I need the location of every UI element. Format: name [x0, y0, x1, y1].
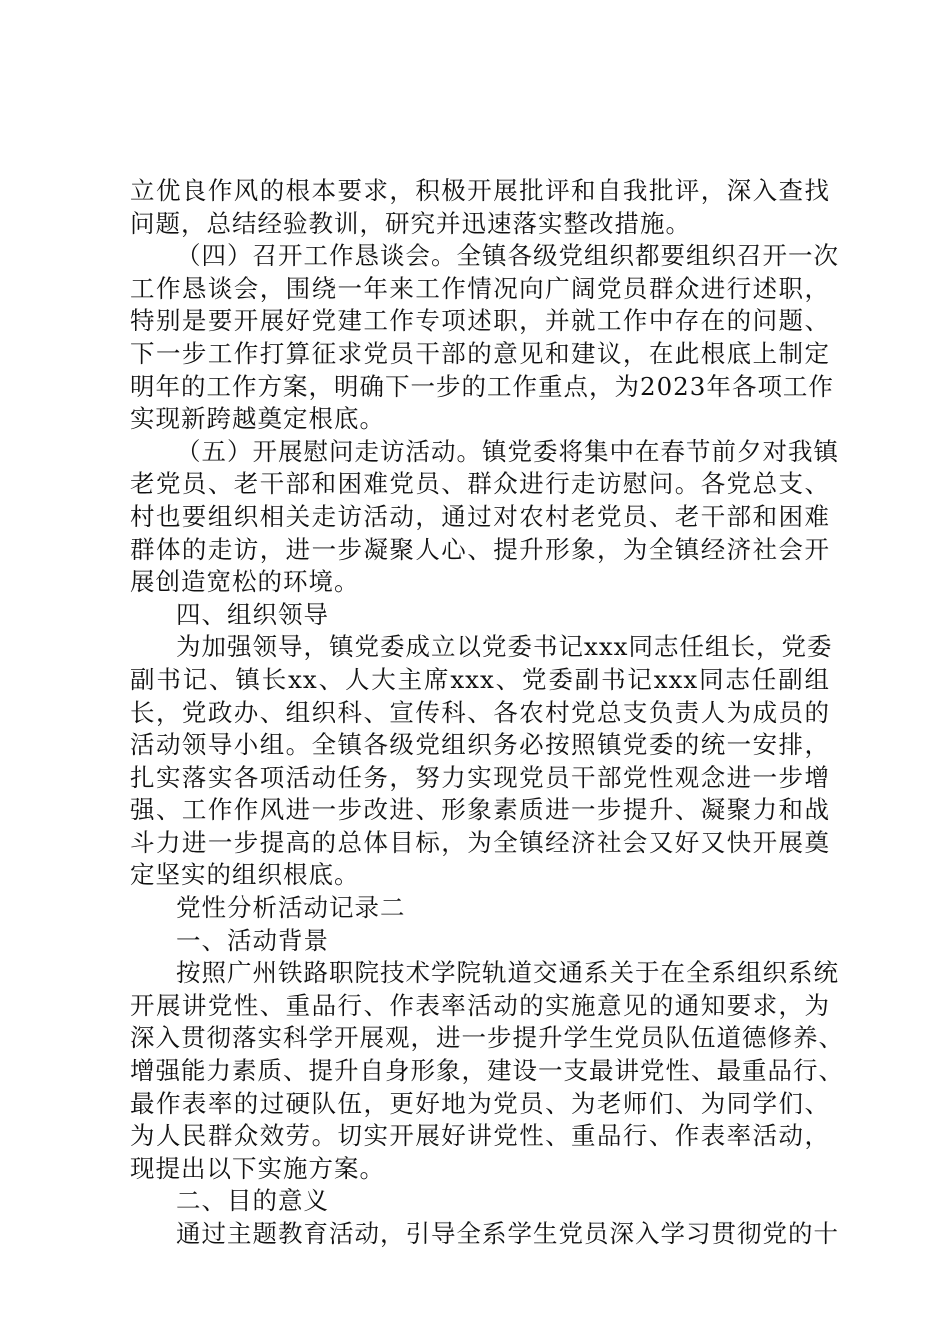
text-line: 现提出以下实施方案。 — [130, 1153, 385, 1183]
text-line: 村也要组织相关走访活动，通过对农村老党员、老干部和困难 — [130, 501, 830, 531]
text-line: 扎实落实各项活动任务，努力实现党员干部党性观念进一步增 — [130, 762, 830, 792]
text-line: 为加强领导，镇党委成立以党委书记xxx同志任组长，党委 — [176, 632, 833, 662]
text-line: 为人民群众效劳。切实开展好讲党性、重品行、作表率活动， — [130, 1121, 830, 1151]
text-line: 定坚实的组织根底。 — [130, 860, 360, 890]
text-line: 斗力进一步提高的总体目标，为全镇经济社会又好又快开展奠 — [130, 827, 830, 857]
text-line: 最作表率的过硬队伍，更好地为党员、为老师们、为同学们、 — [130, 1088, 830, 1118]
text-line: 四、组织领导 — [176, 599, 329, 629]
text-line: 立优良作风的根本要求，积极开展批评和自我批评，深入查找 — [130, 176, 830, 205]
text-line: 二、目的意义 — [176, 1186, 329, 1216]
document-body — [130, 175, 844, 1251]
text-line: 特别是要开展好党建工作专项述职，并就工作中存在的问题、 — [130, 306, 830, 336]
text-line: 深入贯彻落实科学开展观，进一步提升学生党员队伍道德修养、 — [130, 1023, 844, 1053]
text-line: 副书记、镇长xx、人大主席xxx、党委副书记xxx同志任副组 — [130, 664, 830, 694]
text-line: 老党员、老干部和困难党员、群众进行走访慰问。各党总支、 — [130, 469, 830, 499]
text-line: 展创造宽松的环境。 — [130, 567, 360, 597]
text-line: 增强能力素质、提升自身形象，建设一支最讲党性、最重品行、 — [130, 1056, 844, 1086]
text-line: 长，党政办、组织科、宣传科、各农村党总支负责人为成员的 — [130, 697, 830, 727]
text-line: 工作恳谈会，围绕一年来工作情况向广阔党员群众进行述职， — [130, 273, 830, 303]
text-line: 活动领导小组。全镇各级党组织务必按照镇党委的统一安排， — [130, 730, 830, 760]
text-line: 强、工作作风进一步改进、形象素质进一步提升、凝聚力和战 — [130, 795, 830, 825]
text-line: 明年的工作方案，明确下一步的工作重点，为2023年各项工作 — [130, 371, 834, 401]
text-line: （四）召开工作恳谈会。全镇各级党组织都要组织召开一次 — [176, 241, 839, 271]
text-line: 一、活动背景 — [176, 925, 329, 955]
text-line: 开展讲党性、重品行、作表率活动的实施意见的通知要求，为 — [130, 990, 830, 1020]
text-line: 通过主题教育活动，引导全系学生党员深入学习贯彻党的十 — [176, 1219, 839, 1248]
text-line: （五）开展慰问走访活动。镇党委将集中在春节前夕对我镇 — [176, 436, 839, 466]
text-line: 实现新跨越奠定根底。 — [130, 404, 385, 434]
text-line: 党性分析活动记录二 — [176, 893, 406, 923]
text-line: 按照广州铁路职院技术学院轨道交通系关于在全系组织系统 — [176, 958, 839, 988]
text-line: 下一步工作打算征求党员干部的意见和建议，在此根底上制定 — [130, 338, 830, 368]
text-line: 群体的走访，进一步凝聚人心、提升形象，为全镇经济社会开 — [130, 534, 830, 564]
text-line: 问题，总结经验教训，研究并迅速落实整改措施。 — [130, 208, 691, 238]
